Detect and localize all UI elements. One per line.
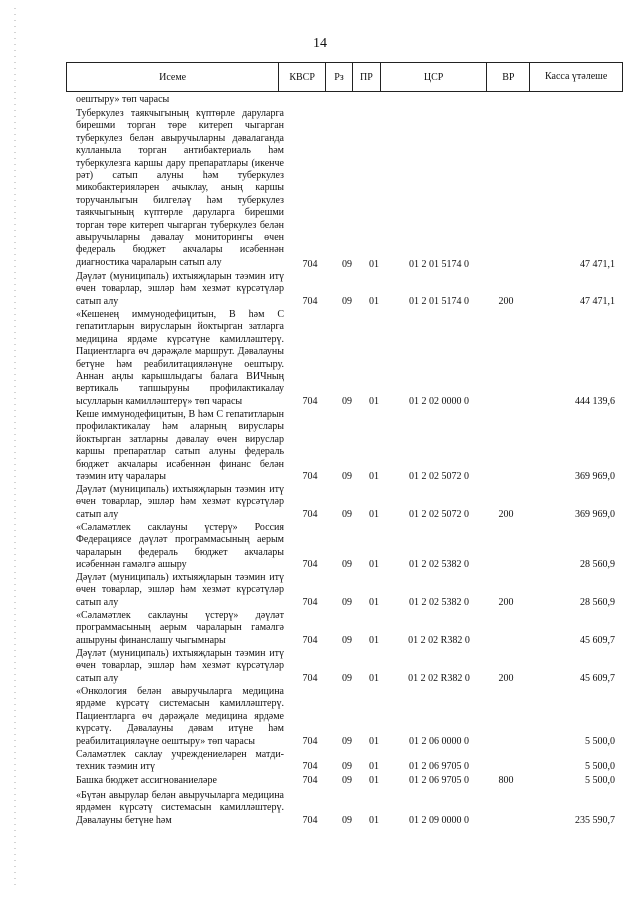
row-csr: 01 2 02 5382 0 bbox=[409, 597, 469, 608]
row-vr: 800 bbox=[498, 775, 514, 786]
row-csr: 01 2 09 0000 0 bbox=[409, 815, 469, 826]
row-name: «Кешенең иммунодефицитын, В һәм С гепатитларын вирусларын йоктырган затларга медицина ярдәме күрсәтүне камилләштерү. Пациентларга өч дәрәҗәле маршрут. Дәвалауны бетүне һәм реабилитацияләнүне оештыру. Аннан аңлы карышлыдагы балага ВИЧның вертикаль тапшыруны профилактикалау ысулларын камилләштерү» төп чарасы bbox=[76, 309, 284, 407]
row-csr: 01 2 02 5382 0 bbox=[409, 559, 469, 570]
row-sum: 45 609,7 bbox=[580, 635, 615, 646]
row-name: «Сәламәтлек саклауны үстерү» Россия Федерациясе дәүләт программасының аерым чараларын федераль бюджет акчалары исәбеннән гамәлгә ашыру bbox=[76, 522, 284, 571]
row-name: Дәүләт (муниципаль) ихтыяҗларын тәэмин итү өчен товарлар, эшләр һәм хезмәт күрсәтүләр сатып алу bbox=[76, 484, 284, 520]
row-csr: 01 2 02 5072 0 bbox=[409, 471, 469, 482]
row-pr: 01 bbox=[369, 761, 379, 772]
row-rz: 09 bbox=[342, 597, 352, 608]
row-rz: 09 bbox=[342, 559, 352, 570]
row-csr: 01 2 01 5174 0 bbox=[409, 259, 469, 270]
row-sum: 28 560,9 bbox=[580, 597, 615, 608]
row-rz: 09 bbox=[342, 815, 352, 826]
row-rz: 09 bbox=[342, 736, 352, 747]
row-pr: 01 bbox=[369, 736, 379, 747]
row-pr: 01 bbox=[369, 296, 379, 307]
row-sum: 235 590,7 bbox=[575, 815, 615, 826]
row-rz: 09 bbox=[342, 396, 352, 407]
row-pr: 01 bbox=[369, 815, 379, 826]
row-vr: 200 bbox=[498, 509, 514, 520]
row-csr: 01 2 06 9705 0 bbox=[409, 761, 469, 772]
row-rz: 09 bbox=[342, 296, 352, 307]
row-pr: 01 bbox=[369, 509, 379, 520]
row-name: Сәламәтлек саклау учреждениеләрен матди-техник тәэмин итү bbox=[76, 749, 284, 773]
row-pr: 01 bbox=[369, 471, 379, 482]
row-sum: 444 139,6 bbox=[575, 396, 615, 407]
row-vr: 200 bbox=[498, 296, 514, 307]
row-name: Башка бюджет ассигнованиеләре bbox=[76, 775, 217, 786]
row-sum: 5 500,0 bbox=[585, 761, 615, 772]
row-kvsr: 704 bbox=[302, 259, 318, 270]
binding-edge-marks bbox=[14, 8, 16, 888]
row-rz: 09 bbox=[342, 509, 352, 520]
row-name: «Онкология белән авыручыларга медицина ярдәме күрсәтү системасын камилләштерү. Пациентларга өч дәрәҗәле медицина ярдәме күрсәтү. Дәвалауны дәвам итүне һәм реабилитацияләүне оештыру» төп чарасы bbox=[76, 686, 284, 747]
row-sum: 47 471,1 bbox=[580, 296, 615, 307]
row-vr: 200 bbox=[498, 597, 514, 608]
row-sum: 5 500,0 bbox=[585, 775, 615, 786]
row-rz: 09 bbox=[342, 471, 352, 482]
row-name: Туберкулез таякчыгының күптөрле даруларга бирешми торган төре китереп чыгарган туберкулез белән авыручыларны дәвалаганда кулланыла торган антибактериаль һәм туберкулезга каршы дару препаратлары (икенче рәт) сатып алуны һәм туберкулез микобактерияләрен ачыклау, аның каршы торучанлыгын билгеләү һәм туберкулез таякчыгының күптөрле даруларга бирешми торган төре китереп чыгарган туберкулез белән авыручыларны дәвалау мониторингы өчен федераль бюджет акчалары исәбеннән диагностика чараларын сатып алу bbox=[76, 108, 284, 268]
header-vr: ВР bbox=[487, 63, 530, 91]
row-sum: 369 969,0 bbox=[575, 471, 615, 482]
row-rz: 09 bbox=[342, 673, 352, 684]
row-pr: 01 bbox=[369, 673, 379, 684]
row-sum: 28 560,9 bbox=[580, 559, 615, 570]
row-csr: 01 2 06 9705 0 bbox=[409, 775, 469, 786]
row-kvsr: 704 bbox=[302, 635, 318, 646]
row-rz: 09 bbox=[342, 775, 352, 786]
row-rz: 09 bbox=[342, 635, 352, 646]
row-pr: 01 bbox=[369, 597, 379, 608]
row-name: оештыру» төп чарасы bbox=[76, 94, 170, 105]
row-kvsr: 704 bbox=[302, 736, 318, 747]
table-header bbox=[66, 62, 623, 92]
row-sum: 47 471,1 bbox=[580, 259, 615, 270]
row-sum: 369 969,0 bbox=[575, 509, 615, 520]
row-csr: 01 2 02 R382 0 bbox=[408, 635, 470, 646]
row-name: Кеше иммунодефицитын, В һәм С гепатитларын профилактикалау һәм аларның вируслары йоктырган затларны дәвалау өчен вируслар каршы препаратлар сатып алуны федераль бюджет акчалары исәбеннән финанс белән тәэмин итү чаралары bbox=[76, 409, 284, 483]
row-name: Дәүләт (муниципаль) ихтыяҗларын тәэмин итү өчен товарлар, эшләр һәм хезмәт күрсәтүләр сатып алу bbox=[76, 572, 284, 608]
row-kvsr: 704 bbox=[302, 815, 318, 826]
row-vr: 200 bbox=[498, 673, 514, 684]
row-sum: 5 500,0 bbox=[585, 736, 615, 747]
row-kvsr: 704 bbox=[302, 775, 318, 786]
row-pr: 01 bbox=[369, 396, 379, 407]
header-sum: Касса үтәлеше bbox=[544, 71, 608, 82]
row-kvsr: 704 bbox=[302, 597, 318, 608]
row-csr: 01 2 02 0000 0 bbox=[409, 396, 469, 407]
row-sum: 45 609,7 bbox=[580, 673, 615, 684]
row-name: «Сәламәтлек саклауны үстерү» дәүләт программасының аерым чараларын гамәлгә ашыруны финанслашу чыгымнары bbox=[76, 610, 284, 646]
header-csr: ЦСР bbox=[381, 63, 488, 91]
row-name: Дәүләт (муниципаль) ихтыяҗларын тәэмин итү өчен товарлар, эшләр һәм хезмәт күрсәтүләр сатып алу bbox=[76, 648, 284, 684]
row-csr: 01 2 06 0000 0 bbox=[409, 736, 469, 747]
header-rz: Рз bbox=[326, 63, 353, 91]
row-kvsr: 704 bbox=[302, 396, 318, 407]
row-csr: 01 2 02 5072 0 bbox=[409, 509, 469, 520]
row-name: Дәүләт (муниципаль) ихтыяҗларын тәэмин итү өчен товарлар, эшләр һәм хезмәт күрсәтүләр сатып алу bbox=[76, 271, 284, 307]
row-name: «Бүтән авырулар белән авыручыларга медицина ярдәмен күрсәтү системасын камилләштерү. Дәвалауны бетүне һәм bbox=[76, 790, 284, 826]
row-pr: 01 bbox=[369, 259, 379, 270]
row-kvsr: 704 bbox=[302, 559, 318, 570]
page-number: 14 bbox=[313, 36, 327, 51]
row-kvsr: 704 bbox=[302, 296, 318, 307]
header-name: Исеме bbox=[67, 63, 279, 91]
row-pr: 01 bbox=[369, 635, 379, 646]
row-kvsr: 704 bbox=[302, 761, 318, 772]
header-kvsr: КВСР bbox=[279, 63, 326, 91]
row-kvsr: 704 bbox=[302, 509, 318, 520]
header-pr: ПР bbox=[353, 63, 381, 91]
row-kvsr: 704 bbox=[302, 673, 318, 684]
row-rz: 09 bbox=[342, 259, 352, 270]
row-pr: 01 bbox=[369, 775, 379, 786]
row-pr: 01 bbox=[369, 559, 379, 570]
row-csr: 01 2 01 5174 0 bbox=[409, 296, 469, 307]
row-kvsr: 704 bbox=[302, 471, 318, 482]
row-rz: 09 bbox=[342, 761, 352, 772]
row-csr: 01 2 02 R382 0 bbox=[408, 673, 470, 684]
